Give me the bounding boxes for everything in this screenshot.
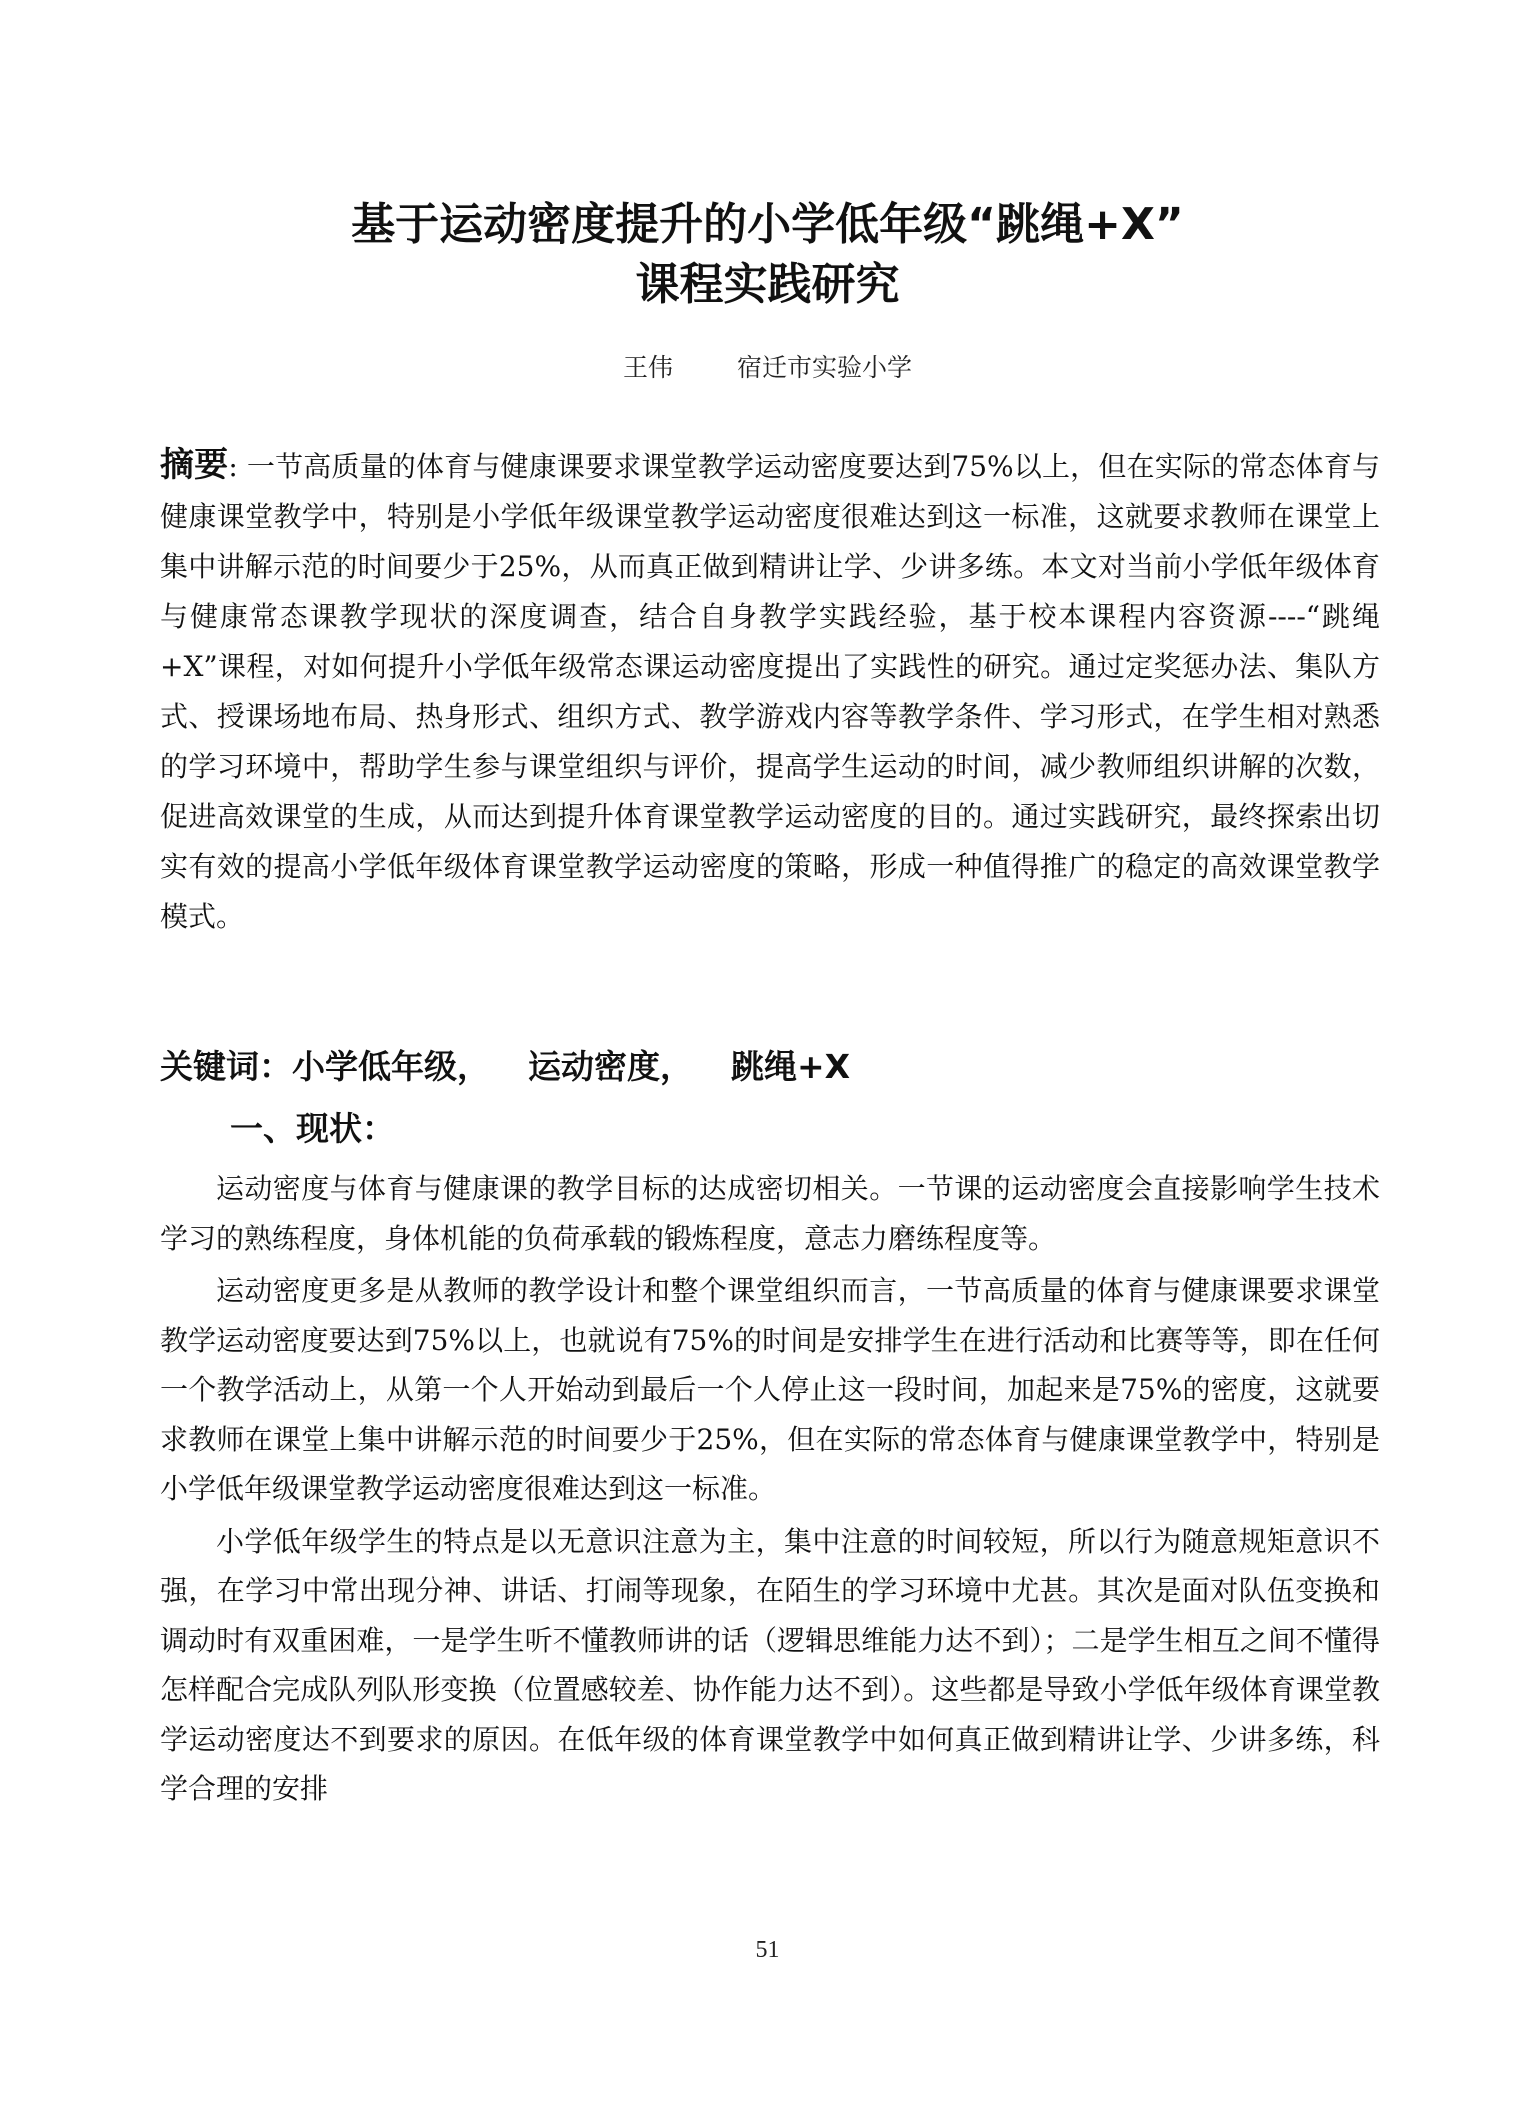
author-affiliation: 宿迁市实验小学 — [737, 353, 913, 382]
keywords-label: 关键词： — [160, 1047, 292, 1086]
abstract — [160, 440, 1380, 942]
body-paragraph: 运动密度与体育与健康课的教学目标的达成密切相关。一节课的运动密度会直接影响学生技术学习的熟练程度，身体机能的负荷承载的锻炼程度，意志力磨练程度等。 — [160, 1172, 1380, 1255]
abstract-separator: : — [228, 450, 247, 483]
keyword: 跳绳+X — [731, 1047, 851, 1086]
keyword: 运动密度， — [528, 1047, 693, 1086]
body-text — [160, 1164, 1380, 1817]
abstract-text: 一节高质量的体育与健康课要求课堂教学运动密度要达到75%以上，但在实际的常态体育与健康课堂教学中，特别是小学低年级课堂教学运动密度很难达到这一标准，这就要求教师在课堂上集中讲解示范的时间要少于25%，从而真正做到精讲让学、少讲多练。本文对当前小学低年级体育与健康常态课教学现状的深度调查，结合自身教学实践经验，基于校本课程内容资源----“跳绳+X”课程，对如何提升小学低年级常态课运动密度提出了实践性的研究。通过定奖惩办法、集队方式、授课场地布局、热身形式、组织方式、教学游戏内容等教学条件、学习形式，在学生相对熟悉的学习环境中，帮助学生参与课堂组织与评价，提高学生运动的时间，减少教师组织讲解的次数，促进高效课堂的生成，从而达到提升体育课堂教学运动密度的目的。通过实践研究，最终探索出切实有效的提高小学低年级体育课堂教学运动密度的策略，形成一种值得推广的稳定的高效课堂教学模式。 — [160, 450, 1380, 933]
paper-title-line-2: 课程实践研究 — [635, 259, 900, 310]
body-paragraph: 小学低年级学生的特点是以无意识注意为主，集中注意的时间较短，所以行为随意规矩意识不强，在学习中常出现分神、讲话、打闹等现象，在陌生的学习环境中尤甚。其次是面对队伍变换和调动时有双重困难，一是学生听不懂教师讲的话（逻辑思维能力达不到）；二是学生相互之间不懂得怎样配合完成队列队形变换（位置感较差、协作能力达不到）。这些都是导致小学低年级体育课堂教学运动密度达不到要求的原因。在低年级的体育课堂教学中如何真正做到精讲让学、少讲多练，科学合理的安排 — [160, 1524, 1380, 1805]
keyword: 小学低年级， — [292, 1047, 490, 1086]
body-paragraph: 运动密度更多是从教师的教学设计和整个课堂组织而言，一节高质量的体育与健康课要求课堂教学运动密度要达到75%以上，也就说有75%的时间是安排学生在进行活动和比赛等等，即在任何一个教学活动上，从第一个人开始动到最后一个人停止这一段时间，加起来是75%的密度，这就要求教师在课堂上集中讲解示范的时间要少于25%，但在实际的常态体育与健康课堂教学中，特别是小学低年级课堂教学运动密度很难达到这一标准。 — [160, 1274, 1380, 1505]
paper-title-line-1: 基于运动密度提升的小学低年级“跳绳+X” — [351, 199, 1184, 250]
byline — [0, 350, 1535, 386]
page-number: 51 — [755, 1937, 780, 1963]
section-heading: 一、现状： — [230, 1109, 395, 1148]
abstract-label: 摘要 — [160, 445, 229, 485]
author-name: 王伟 — [622, 353, 673, 382]
keywords — [160, 1042, 1380, 1092]
